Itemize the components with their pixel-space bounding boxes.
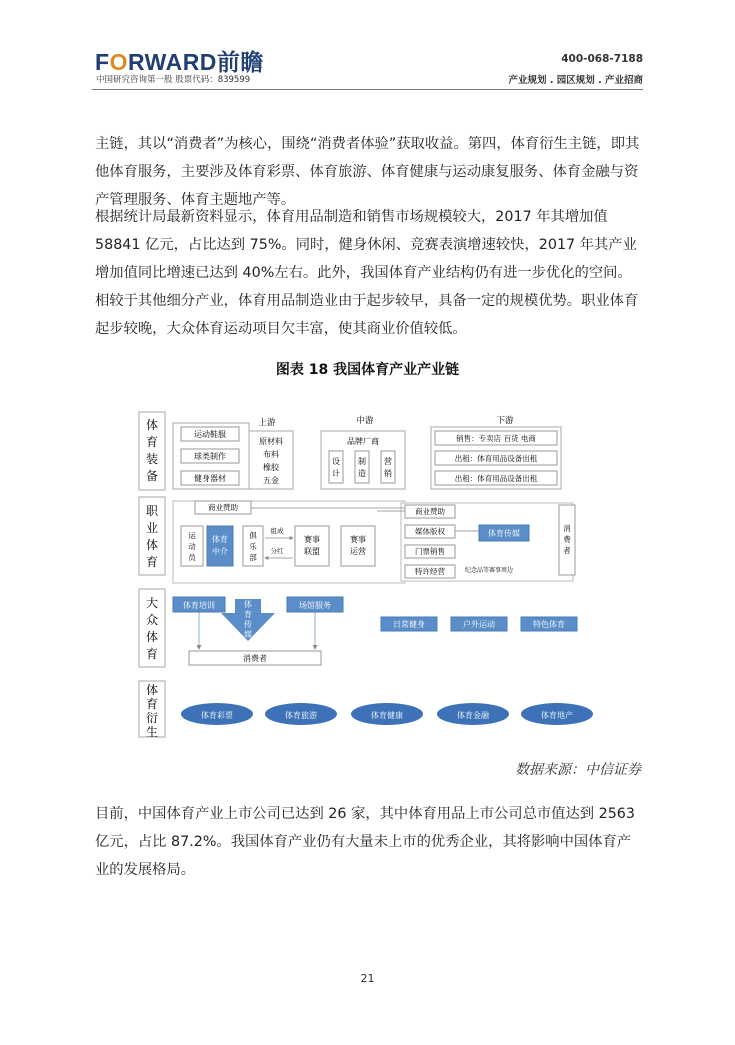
industry-chain-diagram bbox=[137, 409, 594, 739]
pro-media-rights: 媒体版权 bbox=[415, 527, 445, 536]
paragraph-3: 目前，中国体育产业上市公司已达到 26 家，其中体育用品上市公司总市值达到 2563 亿元，占比 87.2%。我国体育产业仍有大量未上市的优秀企业，其将影响中国体育产业的发展格局。 bbox=[95, 806, 636, 878]
derived-item: 体育旅游 bbox=[285, 711, 317, 720]
brand-design: 设计 bbox=[332, 457, 340, 478]
pro-media: 体育传媒 bbox=[488, 529, 520, 538]
row-label-derived: 体育衍生 bbox=[145, 683, 159, 739]
row-label-pro: 职业体育 bbox=[145, 504, 159, 569]
logo-text-o: O bbox=[109, 49, 128, 75]
header-phone: 400-068-7188 bbox=[561, 53, 643, 65]
pro-split: 分红 bbox=[270, 547, 284, 555]
mass-special: 特色体育 bbox=[533, 620, 565, 629]
mass-consumer: 消费者 bbox=[243, 654, 267, 663]
row-labels bbox=[139, 412, 165, 739]
mass-training: 体育培训 bbox=[183, 601, 215, 610]
paragraph-1: 主链，其以“消费者”为核心，围绕“消费者体验”获取收益。第四，体育衍生主链，即其他体育服务，主要涉及体育彩票、体育旅游、体育健康与运动康复服务、体育金融与资产管理服务、体育主题地产等。 bbox=[95, 136, 640, 208]
pro-sponsor-right: 商业赞助 bbox=[415, 507, 445, 516]
pro-licensing: 特许经营 bbox=[415, 567, 445, 576]
pro-agent: 体育中介 bbox=[212, 535, 228, 556]
pro-organize: 组成 bbox=[270, 527, 284, 535]
upstream-item: 运动鞋服 bbox=[194, 430, 226, 439]
brand-marketing: 营销 bbox=[384, 457, 392, 478]
logo-text-end: RWARD前瞻 bbox=[127, 49, 264, 75]
header-divider bbox=[92, 89, 643, 90]
derived-item: 体育彩票 bbox=[201, 711, 233, 720]
page-number: 21 bbox=[360, 972, 375, 985]
downstream-item: 出租：体育用品设备出租 bbox=[454, 454, 538, 463]
stage-label-upstream: 上游 bbox=[258, 418, 276, 428]
stage-label-midstream: 中游 bbox=[356, 416, 374, 426]
derived-item: 体育地产 bbox=[541, 711, 573, 720]
mass-media: 体育传媒 bbox=[244, 600, 252, 639]
stage-label-downstream: 下游 bbox=[496, 416, 514, 426]
upstream-item: 健身器材 bbox=[194, 474, 226, 483]
derived-item: 体育健康 bbox=[371, 711, 403, 720]
paragraph-2: 根据统计局最新资料显示，体育用品制造和销售市场规模较大，2017 年其增加值 58841 亿元，占比达到 75%。同时，健身休闲、竞赛表演增速较快，2017 年其产业增加值同比增速已达到 40%左右。此外，我国体育产业结构仍有进一步优化的空间。相较于其他细分产业，体育用品制造业由于起步较早，具备一定的规模优势。职业体育起步较晚，大众体育运动项目欠丰富，使其商业价值较低。 bbox=[95, 209, 639, 337]
pro-athlete: 运动员 bbox=[188, 531, 196, 562]
figure-title: 图表 18 我国体育产业产业链 bbox=[275, 362, 460, 378]
brand-manufacturer: 品牌厂商 bbox=[347, 437, 379, 446]
pro-league: 赛事联盟 bbox=[304, 535, 320, 556]
logo-subtitle: 中国研究咨询第一股 股票代码：839599 bbox=[96, 75, 251, 85]
pro-club: 俱乐部 bbox=[249, 531, 257, 562]
row-label-mass: 大众体育 bbox=[145, 596, 159, 661]
pro-operation: 赛事运营 bbox=[350, 535, 366, 556]
downstream-item: 销售：专卖店 百货 电商 bbox=[456, 434, 536, 443]
mass-outdoor: 户外运动 bbox=[463, 620, 495, 629]
mass-daily: 日常健身 bbox=[393, 620, 425, 629]
pro-souvenir: 纪念品等赛事周边 bbox=[464, 567, 514, 574]
upstream-item: 球类制作 bbox=[194, 452, 226, 461]
figure-source: 数据来源：中信证券 bbox=[515, 762, 641, 778]
downstream-item: 出租：体育用品设备出租 bbox=[454, 474, 538, 483]
raw-materials: 原材料布料橡胶五金 bbox=[259, 437, 283, 485]
mass-venue: 场馆服务 bbox=[299, 601, 331, 610]
row-label-equipment: 体育装备 bbox=[145, 418, 159, 483]
page-header bbox=[0, 0, 735, 92]
pro-sponsor-left: 商业赞助 bbox=[208, 503, 238, 512]
pro-tickets: 门票销售 bbox=[415, 547, 445, 556]
logo-text-start: F bbox=[95, 49, 110, 75]
header-slogan: 产业规划 . 园区规划 . 产业招商 bbox=[508, 75, 643, 86]
derived-items bbox=[181, 703, 593, 725]
derived-item: 体育金融 bbox=[457, 711, 489, 720]
pro-consumer: 消费者 bbox=[563, 524, 571, 555]
brand-manufacture: 制造 bbox=[358, 457, 366, 478]
